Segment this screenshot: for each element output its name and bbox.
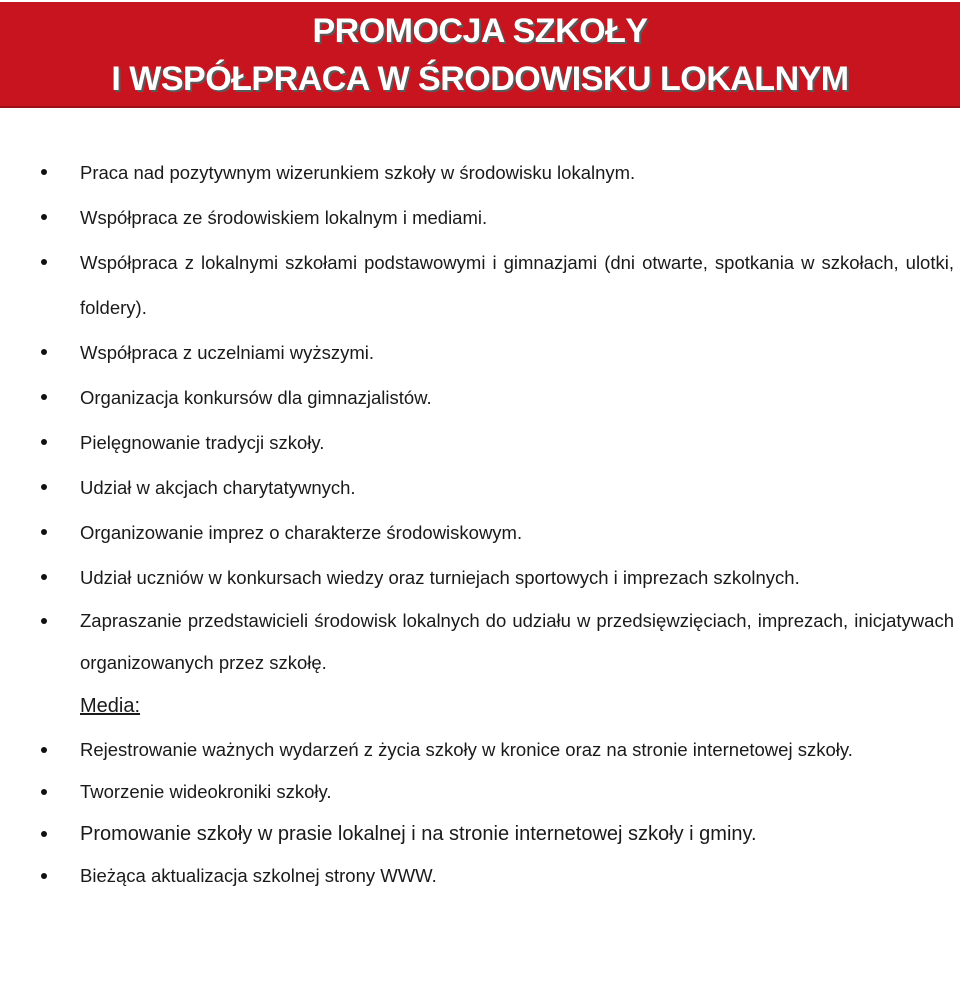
list-item-text: Udział uczniów w konkursach wiedzy oraz turniejach sportowych i imprezach szkolnych.: [80, 567, 800, 588]
list-item-text: Zapraszanie przedstawicieli środowisk lokalnych do udziału w przedsięwzięciach, imprezach, inicjatywach organizowanych przez szkołę.: [80, 610, 954, 673]
bullet-icon: [41, 574, 47, 580]
list-item-text: Współpraca z lokalnymi szkołami podstawowymi i gimnazjami (dni otwarte, spotkania w szkołach, ulotki, foldery).: [80, 252, 954, 318]
list-item: [0, 330, 960, 375]
bullet-icon: [41, 529, 47, 535]
list-item: [0, 510, 960, 555]
page-title-line-2: I WSPÓŁPRACA W ŚRODOWISKU LOKALNYM: [111, 60, 849, 98]
list-item: [0, 240, 960, 330]
bullet-icon: [41, 873, 47, 879]
page-title-line-1: PROMOCJA SZKOŁY: [312, 12, 648, 50]
list-item: [0, 600, 960, 684]
list-item-text: Współpraca z uczelniami wyższymi.: [80, 342, 375, 363]
list-item-text: Promowanie szkoły w prasie lokalnej i na stronie internetowej szkoły i gminy.: [80, 823, 757, 845]
bullet-icon: [41, 747, 47, 753]
media-list-item: [0, 813, 960, 855]
bullet-icon: [41, 484, 47, 490]
bullet-icon: [41, 214, 47, 220]
list-item: [0, 465, 960, 510]
bullet-icon: [41, 259, 47, 265]
list-item-text: Organizowanie imprez o charakterze środowiskowym.: [80, 522, 523, 543]
bullet-icon: [41, 169, 47, 175]
list-item-text: Współpraca ze środowiskiem lokalnym i mediami.: [80, 207, 488, 228]
bullet-icon: [41, 831, 47, 837]
bullet-icon: [41, 789, 47, 795]
list-item-text: Organizacja konkursów dla gimnazjalistów.: [80, 387, 432, 408]
list-item-text: Bieżąca aktualizacja szkolnej strony WWW.: [80, 865, 437, 886]
list-item: [0, 420, 960, 465]
bullet-icon: [41, 394, 47, 400]
bullet-icon: [41, 349, 47, 355]
list-item-text: Praca nad pozytywnym wizerunkiem szkoły w środowisku lokalnym.: [80, 162, 636, 183]
list-item-text: Rejestrowanie ważnych wydarzeń z życia szkoły w kronice oraz na stronie internetowej szkoły.: [80, 739, 853, 760]
media-list-item: [0, 771, 960, 813]
list-item: [0, 375, 960, 420]
media-list-item: [0, 729, 960, 771]
list-item: [0, 195, 960, 240]
title-banner: [0, 2, 960, 108]
list-item-text: Pielęgnowanie tradycji szkoły.: [80, 432, 325, 453]
media-heading: Media:: [80, 695, 141, 717]
bullet-icon: [41, 618, 47, 624]
list-item-text: Tworzenie wideokroniki szkoły.: [80, 781, 332, 802]
list-item: [0, 150, 960, 195]
list-item-text: Udział w akcjach charytatywnych.: [80, 477, 356, 498]
media-list-item: [0, 855, 960, 897]
bullet-icon: [41, 439, 47, 445]
list-item: [0, 555, 960, 600]
bullet-list: [0, 150, 960, 897]
